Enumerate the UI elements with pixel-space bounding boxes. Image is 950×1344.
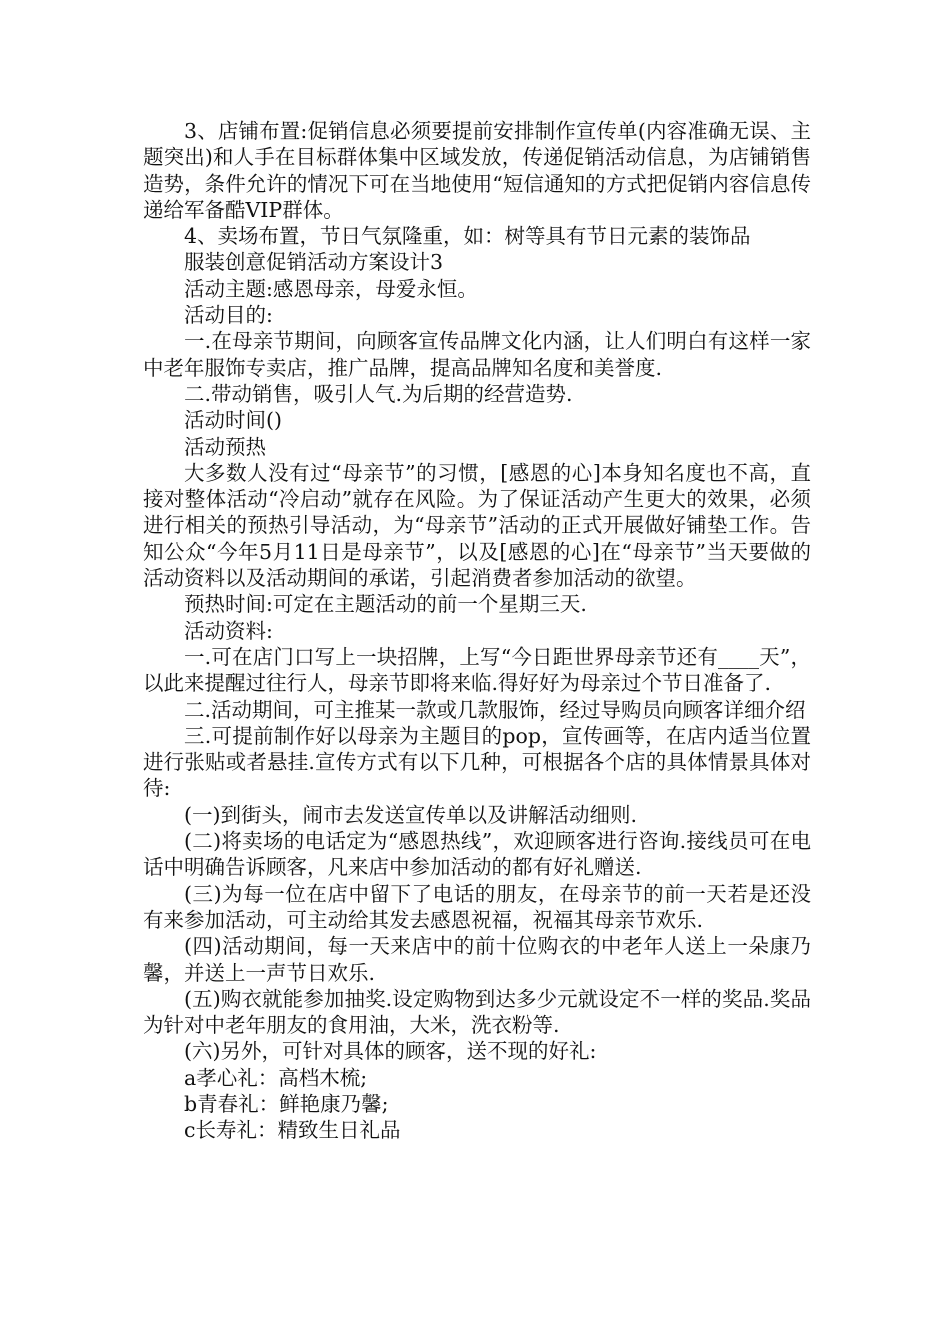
paragraph-store-layout: 3、店铺布置:促销信息必须要提前安排制作宣传单(内容准确无误、主题突出)和人手在目标群体集中区域发放，传递促销活动信息，为店铺销售造势，条件允许的情况下可在当地使用“短信通知的方式把促销内容信息传递给军备酷VIP群体。 [143, 119, 811, 222]
paragraph-method-six: (六)另外，可针对具体的顾客，送不现的好礼: [184, 1039, 597, 1064]
paragraph-purpose-one: 一.在母亲节期间，向顾客宣传品牌文化内涵，让人们明白有这样一家中老年服饰专卖店，推广品牌，提高品牌知名度和美誉度. [143, 329, 811, 380]
paragraph-activity-theme: 活动主题:感恩母亲，母爱永恒。 [184, 276, 478, 301]
paragraph-method-two: (二)将卖场的电话定为“感恩热线”，欢迎顾客进行咨询.接线员可在电话中明确告诉顾客，凡来店中参加活动的都有好礼赠送. [143, 829, 811, 880]
paragraph-warmup-time: 预热时间:可定在主题活动的前一个星期三天. [184, 592, 587, 617]
gift-item-filial: a孝心礼：高档木梳; [184, 1065, 368, 1090]
document-page [143, 118, 811, 1144]
paragraph-warmup-body: 大多数人没有过“母亲节”的习惯，[感恩的心]本身知名度也不高，直接对整体活动“冷启动”就存在风险。为了保证活动产生更大的效果，必须进行相关的预热引导活动，为“母亲节”活动的正式开展做好铺垫工作。告知公众“今年5月11日是母亲节”，以及[感恩的心]在“母亲节”当天要做的活动资料以及活动期间的承诺，引起消费者参加活动的欲望。 [143, 460, 811, 591]
gift-item-longevity: c长寿礼：精致生日礼品 [184, 1118, 401, 1143]
paragraph-activity-materials-heading: 活动资料: [184, 618, 273, 643]
paragraph-method-four: (四)活动期间，每一天来店中的前十位购衣的中老年人送上一朵康乃馨，并送上一声节日欢乐. [143, 934, 811, 985]
paragraph-activity-purpose-heading: 活动目的: [184, 303, 273, 328]
paragraph-material-one: 一.可在店门口写上一块招牌，上写“今日距世界母亲节还有____天”，以此来提醒过往行人，母亲节即将来临.得好好为母亲过个节日准备了. [143, 644, 811, 696]
paragraph-material-two: 二.活动期间，可主推某一款或几款服饰，经过导购员向顾客详细介绍 [184, 697, 806, 722]
gift-item-youth: b青春礼：鲜艳康乃馨; [184, 1091, 389, 1116]
paragraph-warmup-heading: 活动预热 [184, 434, 266, 459]
paragraph-material-three: 三.可提前制作好以母亲为主题目的pop，宣传画等，在店内适当位置进行张贴或者悬挂.宣传方式有以下几种，可根据各个店的具体情景具体对待: [143, 723, 811, 801]
paragraph-activity-time: 活动时间() [184, 408, 282, 433]
paragraph-method-three: (三)为每一位在店中留下了电话的朋友，在母亲节的前一天若是还没有来参加活动，可主动给其发去感恩祝福，祝福其母亲节欢乐. [143, 881, 811, 932]
paragraph-purpose-two: 二.带动销售，吸引人气.为后期的经营造势. [184, 381, 573, 406]
section-title: 服装创意促销活动方案设计3 [184, 250, 444, 275]
paragraph-sales-floor-layout: 4、卖场布置，节日气氛隆重，如：树等具有节日元素的装饰品 [184, 224, 751, 249]
paragraph-method-one: (一)到街头，闹市去发送宣传单以及讲解活动细则. [184, 802, 638, 827]
paragraph-method-five: (五)购衣就能参加抽奖.设定购物到达多少元就设定不一样的奖品.奖品为针对中老年朋友的食用油，大米，洗衣粉等. [143, 986, 811, 1038]
